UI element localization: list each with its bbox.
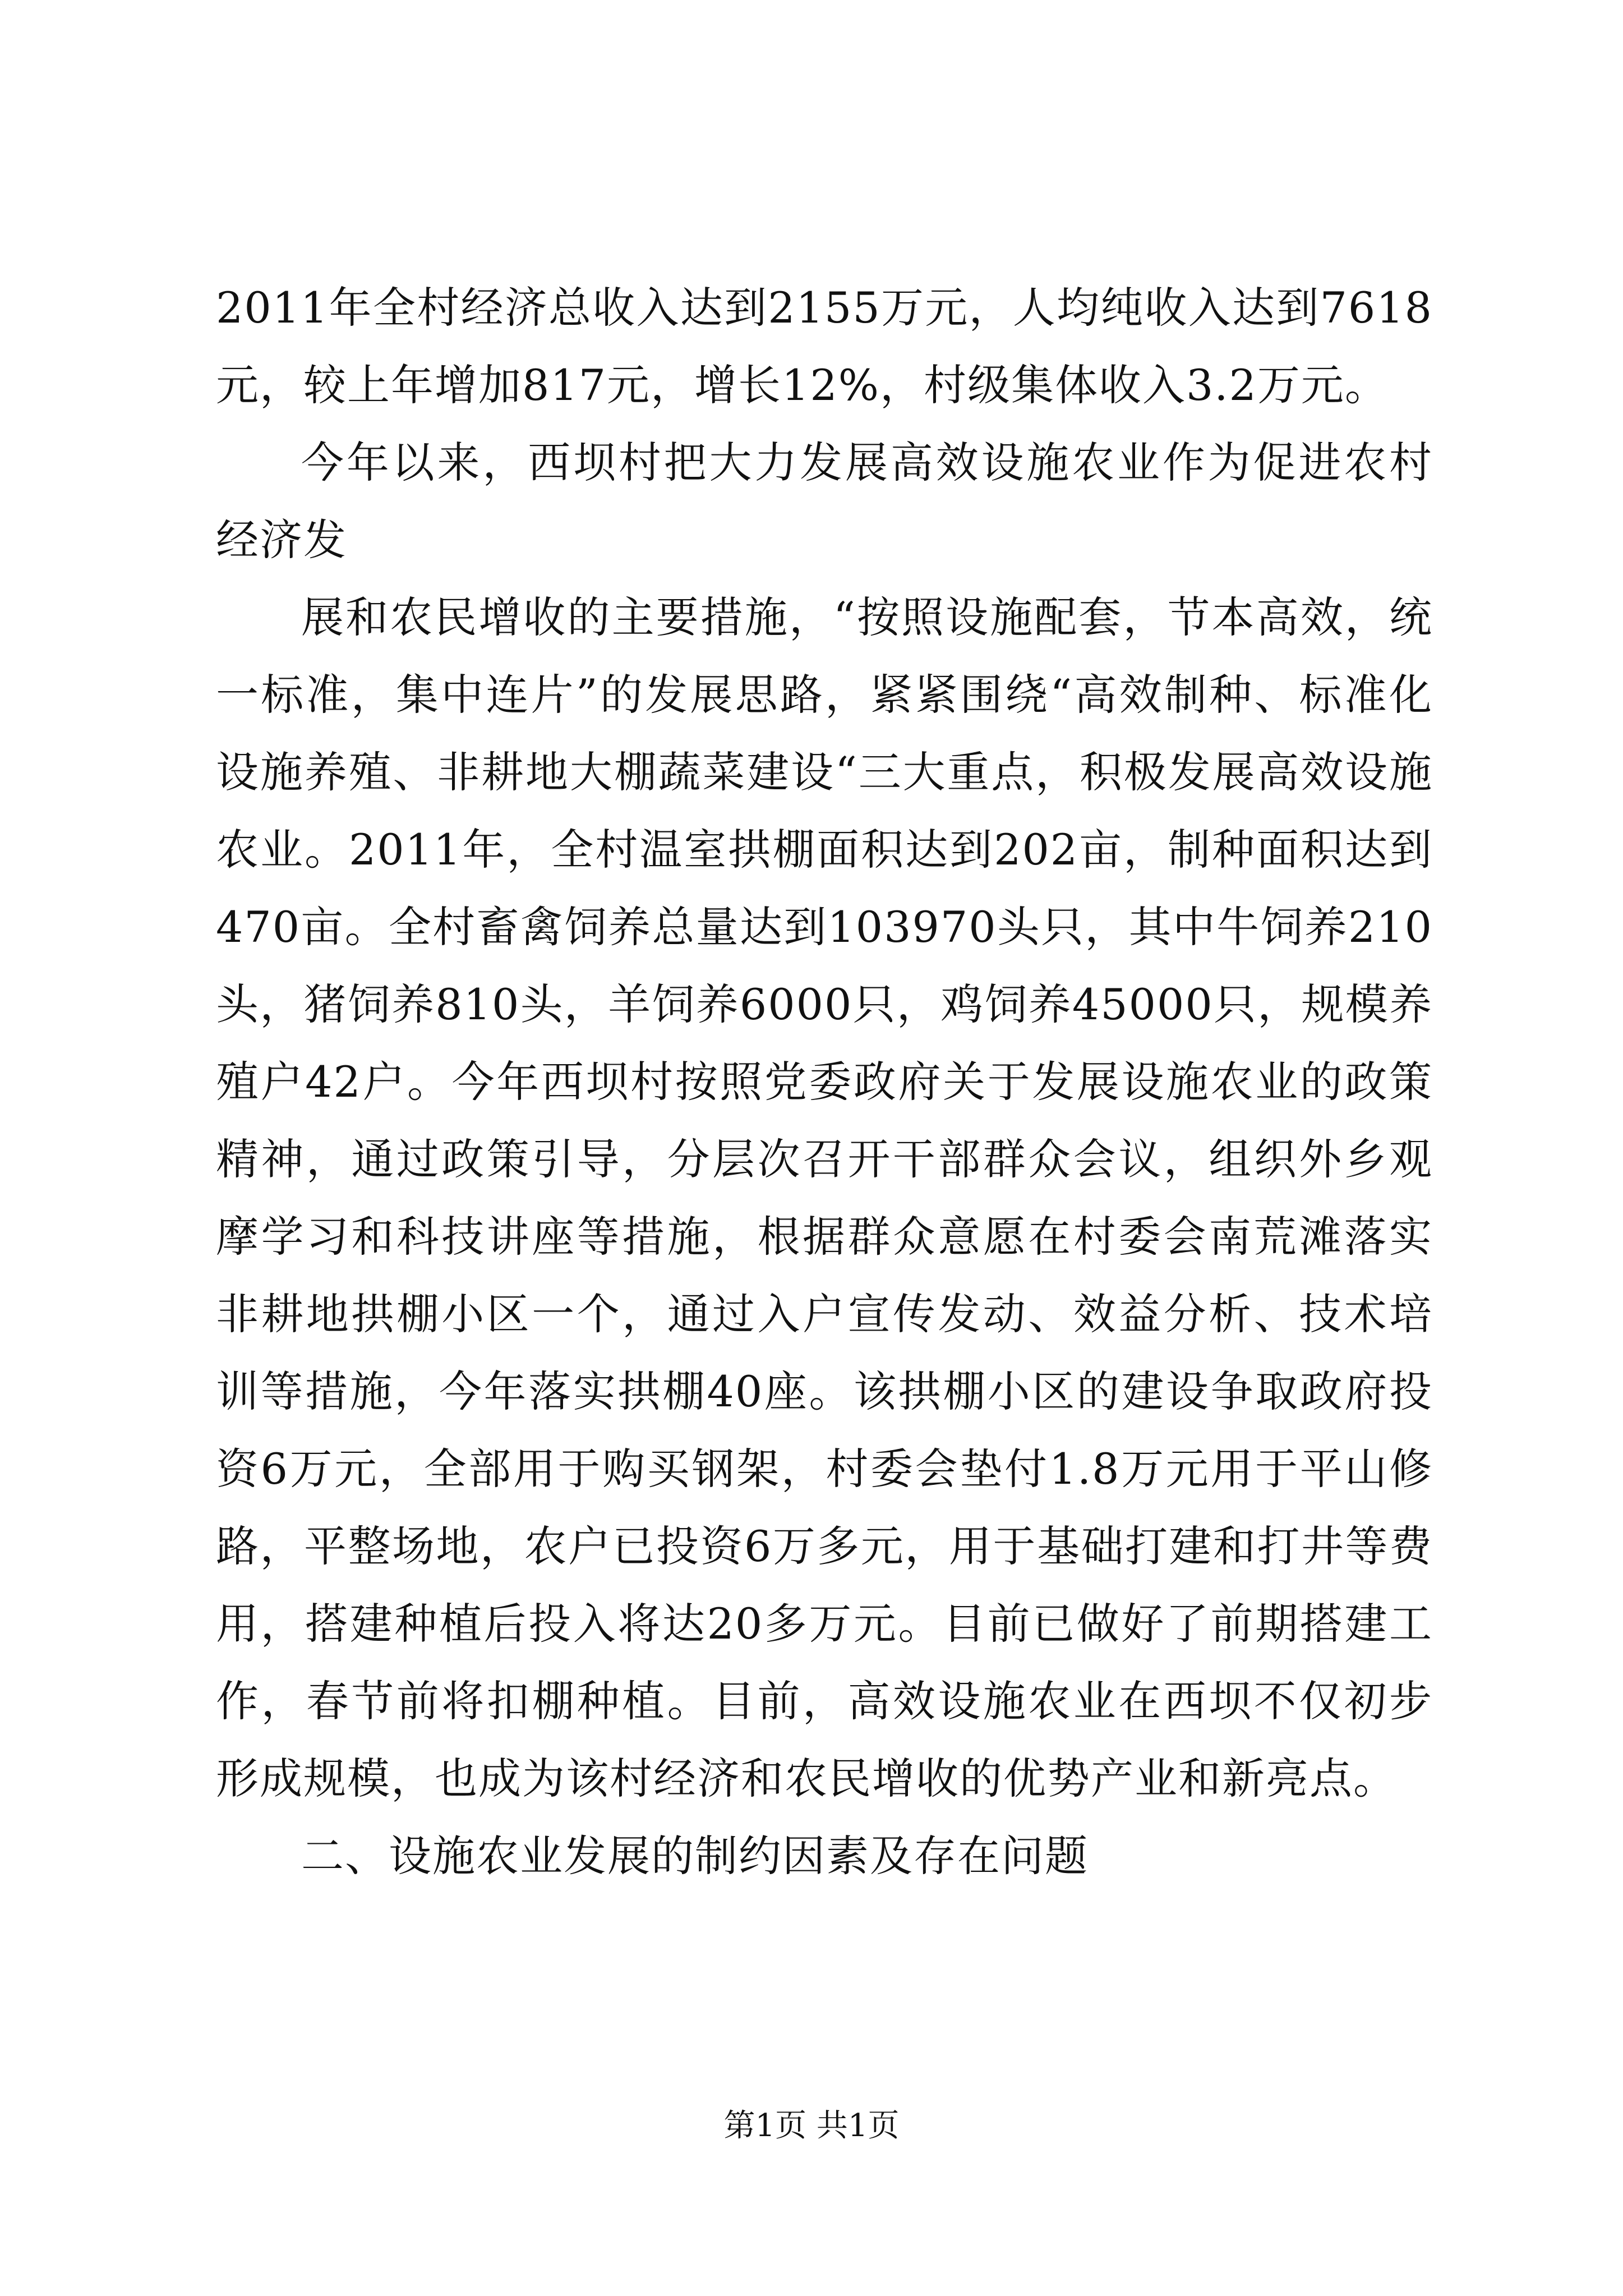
document-body bbox=[216, 269, 1433, 1895]
page-number-footer: 第1页 共1页 bbox=[723, 2108, 900, 2144]
section-heading-constraints: 二、设施农业发展的制约因素及存在问题 bbox=[301, 1831, 1089, 1881]
paragraph-facility-agriculture: 展和农民增收的主要措施，“按照设施配套，节本高效，统一标准，集中连片”的发展思路，紧紧围绕“高效制种、标准化设施养殖、非耕地大棚蔬菜建设“三大重点，积极发展高效设施农业。2011年，全村温室拱棚面积达到202亩，制种面积达到470亩。全村畜禽饲养总量达到103970头只，其中牛饲养210头，猪饲养810头，羊饲养6000只，鸡饲养45000只，规模养殖户42户。今年西坝村按照党委政府关于发展设施农业的政策精神，通过政策引导，分层次召开干部群众会议，组织外乡观摩学习和科技讲座等措施，根据群众意愿在村委会南荒滩落实非耕地拱棚小区一个，通过入户宣传发动、效益分析、技术培训等措施，今年落实拱棚40座。该拱棚小区的建设争取政府投资6万元，全部用于购买钢架，村委会垫付1.8万元用于平山修路，平整场地，农户已投资6万多元，用于基础打建和打井等费用，搭建种植后投入将达20多万元。目前已做好了前期搭建工作，春节前将扣棚种植。目前，高效设施农业在西坝不仅初步形成规模，也成为该村经济和农民增收的优势产业和新亮点。 bbox=[216, 592, 1433, 1803]
paragraph-income-summary: 2011年全村经济总收入达到2155万元，人均纯收入达到7618元，较上年增加817元，增长12%，村级集体收入3.2万元。 bbox=[216, 283, 1433, 410]
paragraph-intro-measures: 今年以来，西坝村把大力发展高效设施农业作为促进农村经济发 bbox=[216, 438, 1433, 565]
